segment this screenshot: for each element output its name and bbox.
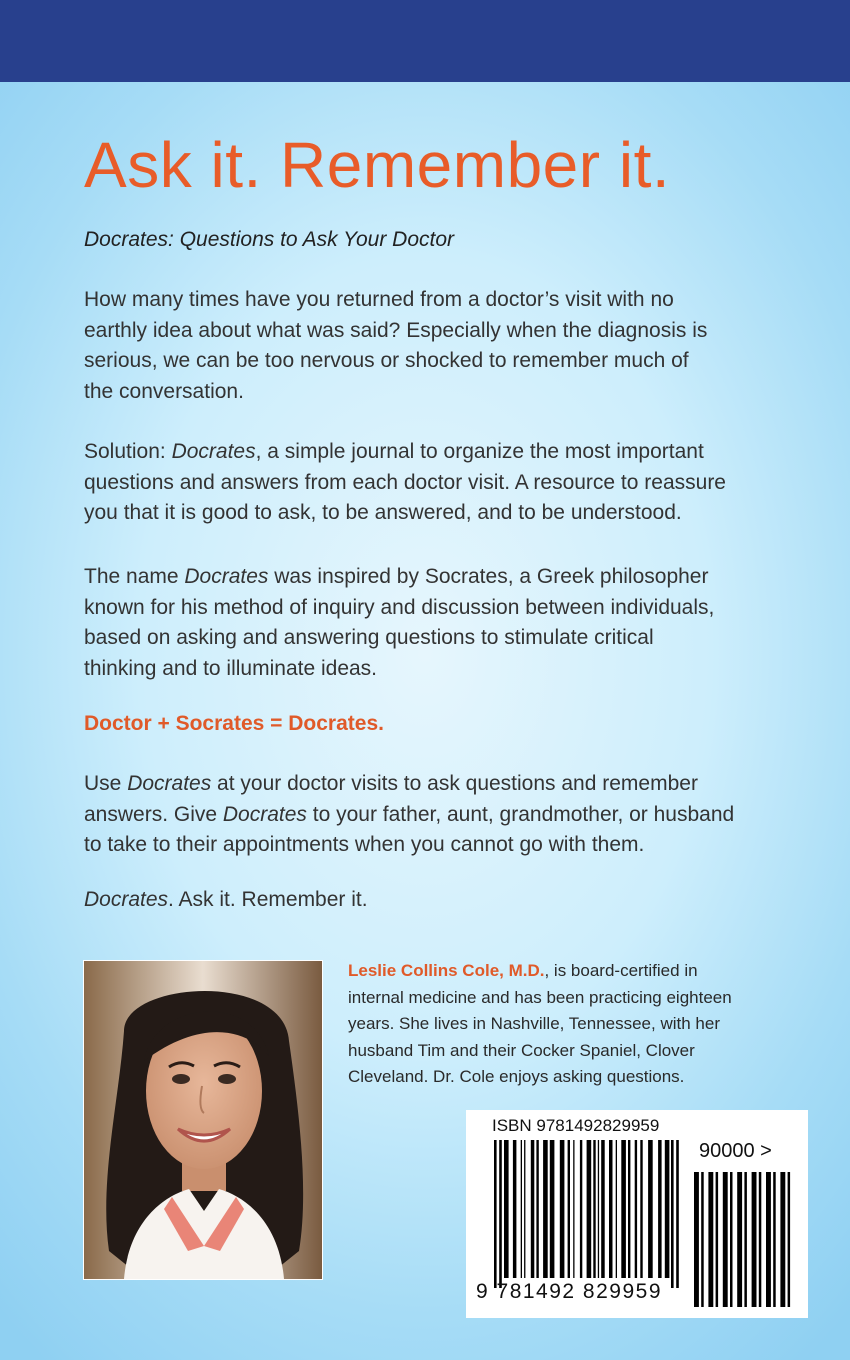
text-run: Solution: bbox=[84, 440, 172, 463]
paragraph-line: the conversation. bbox=[84, 379, 244, 403]
paragraph-line: internal medicine and has been practicing eighteen bbox=[348, 987, 732, 1007]
barcode-bar bbox=[513, 1140, 517, 1278]
paragraph-line: How many times have you returned from a doctor’s visit with no bbox=[84, 288, 674, 311]
barcode-bar bbox=[648, 1140, 653, 1278]
barcode-bar bbox=[524, 1140, 525, 1278]
author-portrait-illustration bbox=[84, 961, 322, 1279]
barcode-bar bbox=[573, 1140, 574, 1278]
paragraph-name-origin bbox=[84, 562, 784, 684]
barcode-addon-bar bbox=[759, 1172, 762, 1307]
paragraph-line: husband Tim and their Cocker Spaniel, Clover bbox=[348, 1040, 695, 1060]
paragraph-line: years. She lives in Nashville, Tennessee, with her bbox=[348, 1014, 720, 1033]
barcode-bar bbox=[665, 1140, 670, 1278]
paragraph-solution bbox=[84, 437, 784, 529]
barcode-bar bbox=[616, 1140, 617, 1278]
book-subtitle: Docrates: Questions to Ask Your Doctor bbox=[84, 228, 455, 251]
paragraph-line bbox=[84, 562, 784, 593]
paragraph-usage bbox=[84, 769, 784, 861]
paragraph-line: based on asking and answering questions to stimulate critical bbox=[84, 626, 654, 649]
text-run: Use bbox=[84, 772, 128, 795]
book-name-italic: Docrates bbox=[127, 772, 212, 795]
barcode-guard-bar bbox=[499, 1140, 502, 1288]
text-run: The name bbox=[84, 565, 185, 588]
text-run: at your doctor visits to ask questions and remember bbox=[211, 772, 698, 795]
barcode-bar bbox=[536, 1140, 538, 1278]
book-name-italic: Docrates bbox=[222, 802, 307, 826]
barcode-addon-bar bbox=[716, 1172, 719, 1307]
barcode-bar bbox=[504, 1140, 509, 1278]
barcode-bar bbox=[601, 1140, 605, 1278]
barcode-digits: 9 781492 829959 bbox=[476, 1280, 662, 1303]
isbn-barcode bbox=[466, 1110, 808, 1318]
text-run: , is board-certified in bbox=[544, 961, 698, 980]
paragraph-line bbox=[348, 958, 818, 985]
text-run: to your father, aunt, grandmother, or husband bbox=[306, 802, 735, 826]
barcode-addon-bar bbox=[737, 1172, 742, 1307]
price-code: 90000 > bbox=[699, 1140, 772, 1162]
barcode-addon-bar bbox=[788, 1172, 791, 1307]
top-color-band bbox=[0, 0, 850, 82]
barcode-bar bbox=[531, 1140, 535, 1278]
text-run: answers. Give bbox=[84, 802, 223, 826]
text-run: . Ask it. Remember it. bbox=[168, 888, 368, 911]
barcode-guard-bar bbox=[671, 1140, 674, 1288]
barcode-bar bbox=[609, 1140, 613, 1278]
barcode-bar bbox=[550, 1140, 555, 1278]
author-photo bbox=[83, 960, 323, 1280]
barcode-addon-bar bbox=[780, 1172, 785, 1307]
barcode-bar bbox=[568, 1140, 570, 1278]
paragraph-line: you that it is good to ask, to be answered, and to be understood. bbox=[84, 501, 682, 524]
barcode-addon-bar bbox=[694, 1172, 699, 1307]
paragraph-line: earthly idea about what was said? Especially when the diagnosis is bbox=[84, 318, 708, 342]
barcode-bar bbox=[635, 1140, 637, 1278]
paragraph-line: serious, we can be too nervous or shocked to remember much of bbox=[84, 349, 689, 372]
barcode-guard-bar bbox=[494, 1140, 497, 1288]
barcode-addon-bar bbox=[773, 1172, 776, 1307]
book-name-italic: Docrates bbox=[84, 888, 169, 911]
paragraph-line: Cleveland. Dr. Cole enjoys asking questions. bbox=[348, 1067, 685, 1086]
barcode-bar bbox=[543, 1140, 548, 1278]
paragraph-line bbox=[84, 769, 784, 800]
barcode-guard-bar bbox=[676, 1140, 679, 1288]
book-name-italic: Docrates bbox=[171, 440, 256, 463]
barcode-bar bbox=[640, 1140, 642, 1278]
paragraph-intro bbox=[84, 285, 784, 407]
barcode-addon-bar bbox=[701, 1172, 704, 1307]
barcode-addon-bar bbox=[752, 1172, 757, 1307]
barcode-bar bbox=[658, 1140, 662, 1278]
tagline bbox=[84, 888, 368, 912]
author-name: Leslie Collins Cole, M.D. bbox=[348, 961, 545, 980]
isbn-label: ISBN 9781492829959 bbox=[492, 1116, 660, 1135]
author-bio bbox=[348, 958, 818, 1091]
paragraph-line: questions and answers from each doctor visit. A resource to reassure bbox=[84, 470, 726, 494]
barcode-addon-bar bbox=[708, 1172, 713, 1307]
barcode-addon-bar bbox=[766, 1172, 771, 1307]
paragraph-line bbox=[84, 437, 784, 468]
book-name-italic: Docrates bbox=[184, 565, 269, 588]
paragraph-line: known for his method of inquiry and discussion between individuals, bbox=[84, 595, 715, 619]
barcode-bar bbox=[628, 1140, 630, 1278]
barcode-addon-bar bbox=[723, 1172, 728, 1307]
barcode-bar bbox=[621, 1140, 626, 1278]
barcode-bar bbox=[593, 1140, 595, 1278]
text-run: , a simple journal to organize the most important bbox=[255, 440, 704, 463]
headline: Ask it. Remember it. bbox=[84, 129, 671, 201]
barcode-bar bbox=[521, 1140, 522, 1278]
paragraph-line: thinking and to illuminate ideas. bbox=[84, 656, 378, 680]
barcode-bar bbox=[598, 1140, 599, 1278]
formula-highlight: Doctor + Socrates = Docrates. bbox=[84, 712, 384, 735]
barcode-bar bbox=[587, 1140, 592, 1278]
barcode-addon-bar bbox=[730, 1172, 733, 1307]
barcode-bar bbox=[560, 1140, 565, 1278]
barcode-addon-bar bbox=[744, 1172, 747, 1307]
text-run: was inspired by Socrates, a Greek philosopher bbox=[268, 565, 709, 588]
barcode-bar bbox=[580, 1140, 582, 1278]
paragraph-line: to take to their appointments when you cannot go with them. bbox=[84, 833, 645, 856]
paragraph-line bbox=[84, 800, 784, 831]
